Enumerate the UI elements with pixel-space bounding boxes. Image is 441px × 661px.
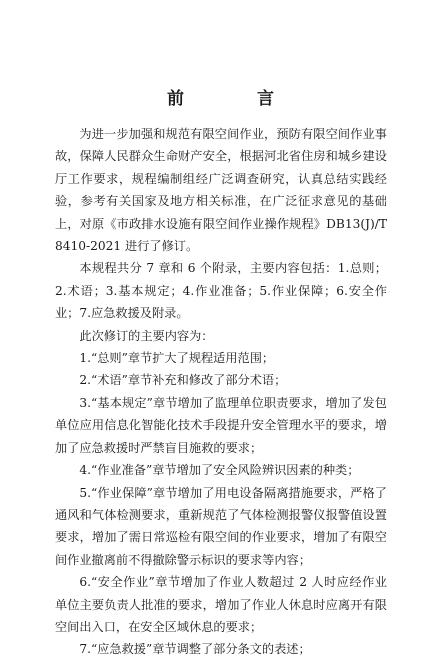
paragraph-intro: 为进一步加强和规范有限空间作业，预防有限空间作业事故，保障人民群众生命财产安全，根据河北省住房和城乡建设厅工作要求，规程编制组经广泛调查研究，认真总结实践经验，参考有关国家及地方相关标准，在广泛征求意见的基础上，对原《市政排水设施有限空间作业操作规程》DB13(J)/T 8410-2021 进行了修订。 xyxy=(55,127,387,254)
list-item-revision-4: 4.“作业准备”章节增加了安全风险辨识因素的种类； xyxy=(79,463,360,478)
paragraph-contents: 本规程共分 7 章和 6 个附录，主要内容包括：1.总则；2.术语；3.基本规定；4.作业准备；5.作业保障；6.安全作业；7.应急救援及附录。 xyxy=(55,261,387,321)
list-item-revision-5: 5.“作业保障”章节增加了用电设备隔离措施要求，严格了通风和气体检测要求，重新规范了气体检测报警仪报警值设置要求，增加了需日常巡检有限空间的作业要求，增加了有限空间作业撤离前不得撤除警示标识的要求等内容； xyxy=(55,485,387,567)
list-item-revision-6: 6.“安全作业”章节增加了作业人数超过 2 人时应经作业单位主要负责人批准的要求，增加了作业人休息时应离开有限空间出入口，在安全区域休息的要求； xyxy=(55,575,387,634)
list-item-revision-2: 2.“术语”章节补充和修改了部分术语； xyxy=(79,373,287,388)
list-item-revision-1: 1.“总则”章节扩大了规程适用范围； xyxy=(79,351,275,366)
list-item-revision-7: 7.“应急救援”章节调整了部分条文的表述； xyxy=(79,642,311,657)
paragraph-revision-heading: 此次修订的主要内容为： xyxy=(79,328,214,343)
page-title: 前 言 xyxy=(167,89,302,109)
list-item-revision-3: 3.“基本规定”章节增加了监理单位职责要求，增加了发包单位应用信息化智能化技术手段提升安全管理水平的要求，增加了应急救援时严禁盲目施救的要求； xyxy=(55,395,387,455)
document-body xyxy=(55,123,387,661)
